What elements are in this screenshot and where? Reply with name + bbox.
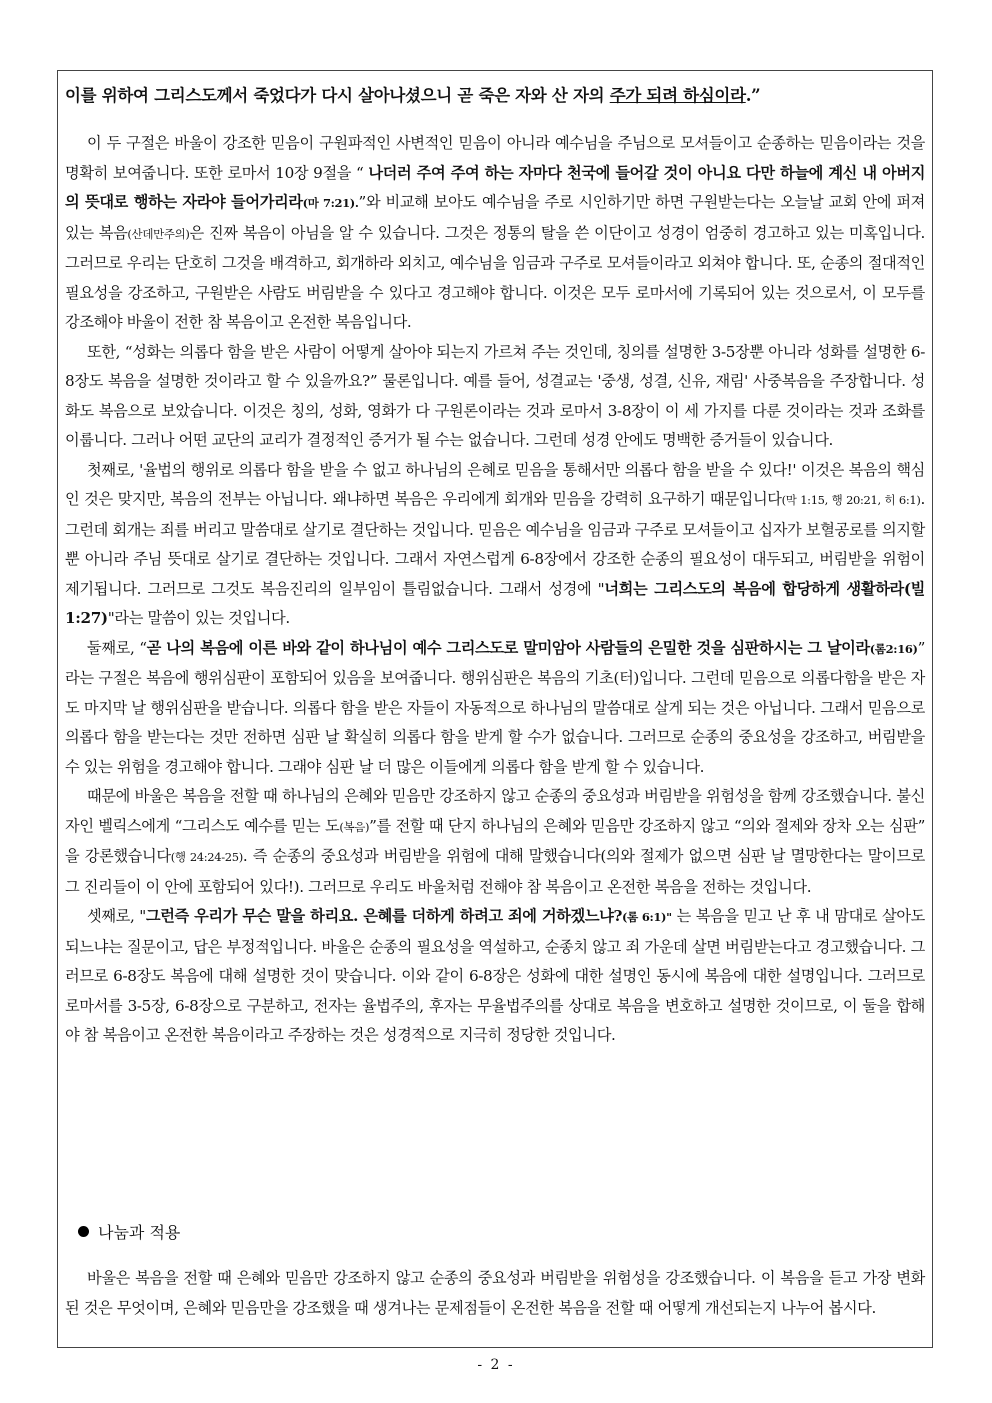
paragraph-5 [65, 782, 925, 902]
p1-text-a: 이 두 구절은 바울이 강조한 믿음이 구원파적인 사변적인 믿음이 아니라 예수님을 주님으로 모셔들이고 순종하는 믿음이라는 것을 명확히 보여줍니다. 또한 로마서 10장 9절을 “ [65, 134, 925, 182]
paragraph-4 [65, 634, 925, 783]
body-text [65, 129, 925, 1051]
p4-bold-quote: 곧 나의 복음에 이른 바와 같이 하나님이 예수 그리스도로 말미암아 사람들의 은밀한 것을 심판하시는 그 날이라 [146, 638, 870, 657]
quote-underlined: 주가 되려 하심이라 [609, 86, 746, 105]
paragraph-1 [65, 129, 925, 338]
paragraph-2: 또한, “성화는 의롭다 함을 받은 사람이 어떻게 살아야 되는지 가르쳐 주는 것인데, 칭의를 설명한 3-5장뿐 아니라 성화를 설명한 6-8장도 복음을 설명한 것이라고 할 수 있을까요?” 물론입니다. 예를 들어, 성결교는 '중생, 성결, 신유, 재림' 사중복음을 주장합니다. 성화도 복음으로 보았습니다. 이것은 칭의, 성화, 영화가 다 구원론이라는 것과 로마서 3-8장이 이 세 가지를 다룬 것이라는 것과 조화를 이룹니다. 그러나 어떤 교단의 교리가 결정적인 증거가 될 수는 없습니다. 그런데 성경 안에도 명백한 증거들이 있습니다. [65, 342, 925, 449]
p5-text-a: 때문에 바울은 복음을 전할 때 하나님의 은혜와 믿음만 강조하지 않고 순종의 중요성과 버림받을 위험성을 함께 강조했습니다. 불신자인 벨릭스에게 “그리스도 예수를 믿는 도 [65, 787, 925, 835]
quote-end: .” [745, 86, 761, 105]
p3-text-c: "라는 말씀이 있는 것입니다. [107, 609, 290, 627]
p1-small: (산데만주의) [127, 226, 190, 241]
p4-text-b: ” 라는 구절은 복음에 행위심판이 포함되어 있음을 보여줍니다. 행위심판은 복음의 기초(터)입니다. 그런데 믿음으로 의롭다함을 받은 자도 마지막 날 행위심판을 받습니다. 의롭다 함을 받은 자들이 자동적으로 하나님의 말씀대로 살게 되는 것은 아닙니다. 그래서 믿음으로 의롭다 함을 받는다는 것만 전하면 심판 날 확실히 의롭다 함을 받게 할 수가 없습니다. 그러므로 순종의 중요성을 강조하고, 버림받을 수 있는 위험을 경고해야 합니다. 그래야 심판 날 더 많은 이들에게 의롭다 함을 받게 할 수 있습니다. [65, 638, 926, 776]
quote-main: 이를 위하여 그리스도께서 죽었다가 다시 살아나셨으니 곧 죽은 자와 산 자의 [65, 86, 610, 105]
p1-text-b: ”와 비교해 보아도 예수님을 주로 시인하기만 하면 구원받는다는 오늘날 교회 안에 퍼져 있는 복음 [65, 193, 925, 242]
quote-continuation [65, 82, 925, 106]
p6-text-b: 는 복음을 믿고 난 후 내 맘대로 살아도 되느냐는 질문이고, 답은 부정적입니다. 바울은 순종의 필요성을 역설하고, 순종치 않고 죄 가운데 살면 버림받는다고 경고했습니다. 그러므로 6-8장도 복음에 대해 설명한 것이 맞습니다. 이와 같이 6-8장은 성화에 대한 설명인 동시에 복음에 대한 설명입니다. 그러므로 로마서를 3-5장, 6-8장으로 구분하고, 전자는 율법주의, 후자는 무율법주의를 상대로 복음을 변호하고 설명한 것이므로, 이 둘을 합해야 참 복음이고 온전한 복음이라고 주장하는 것은 성경적으로 지극히 정당한 것입니다. [65, 907, 926, 1044]
p6-text-a: 셋째로, " [87, 907, 146, 925]
p1-text-c: 은 진짜 복음이 아님을 알 수 있습니다. 그것은 정통의 탈을 쓴 이단이고 성경이 엄중히 경고하고 있는 미혹입니다. 그러므로 우리는 단호히 그것을 배격하고, 회개하라 외치고, 예수님을 임금과 구주로 모셔들이라고 외쳐야 합니다. 또, 순종의 절대적인 필요성을 강조하고, 구원받은 사람도 버림받을 수 있다고 경고해야 합니다. 이것은 모두 로마서에 기록되어 있는 것으로서, 이 모두를 강조해야 바울이 전한 참 복음이고 온전한 복음입니다. [65, 223, 925, 331]
p6-ref: (롬 6:1)" [622, 910, 672, 924]
p1-bold-quote: 나더러 주여 주여 하는 자마다 천국에 들어갈 것이 아니요 다만 하늘에 계신 내 아버지의 뜻대로 행하는 자라야 들어가리라 [65, 163, 926, 211]
section-heading [78, 1220, 180, 1243]
p5-small-2: (행 24:24-25) [170, 850, 243, 864]
application-text [65, 1264, 925, 1323]
p3-text-a: 첫째로, '율법의 행위로 의롭다 함을 받을 수 없고 하나님의 은혜로 믿음을 통해서만 의롭다 함을 받을 수 있다!' 이것은 복음의 핵심인 것은 맞지만, 복음의 전부는 아닙니다. 왜냐하면 복음은 우리에게 회개와 믿음을 강력히 요구하기 때문입니다 [65, 460, 925, 508]
application-paragraph: 바울은 복음을 전할 때 은혜와 믿음만 강조하지 않고 순종의 중요성과 버림받을 위험성을 강조했습니다. 이 복음을 듣고 가장 변화된 것은 무엇이며, 은혜와 믿음만을 강조했을 때 생겨나는 문제점들이 온전한 복음을 전할 때 어떻게 개선되는지 나누어 봅시다. [65, 1269, 925, 1317]
p5-text-b: ”를 전할 때 단지 하나님의 은혜와 믿음만 강조하지 않고 “의와 절제와 장차 오는 심판” 을 강론했습니다 [65, 816, 925, 865]
bullet-icon [78, 1226, 89, 1237]
p5-text-c: . 즉 순종의 중요성과 버림받을 위험에 대해 말했습니다(의와 절제가 없으면 심판 날 멸망한다는 말이므로 그 진리들이 이 안에 포함되어 있다!). 그러므로 우리도 바울처럼 전해야 참 복음이고 온전한 복음을 전하는 것입니다. [65, 847, 925, 896]
p3-small: (막 1:15, 행 20:21, 히 6:1) [781, 493, 921, 507]
p5-small-1: (복음) [339, 819, 370, 834]
page-number: - 2 - [477, 1357, 515, 1373]
p3-bold-quote: 너희는 그리스도의 복음에 합당하게 생활하라(빌 1:27) [65, 579, 925, 627]
p4-ref: (롬2:16) [869, 641, 918, 656]
p3-text-b: . 그런데 회개는 죄를 버리고 말씀대로 살기로 결단하는 것입니다. 믿음은 예수님을 임금과 구주로 모셔들이고 십자가 보혈공로를 의지할 뿐 아니라 주님 뜻대로 살기로 결단하는 것입니다. 그래서 자연스럽게 6-8장에서 강조한 순종의 필요성이 대두되고, 버림받을 위험이 제기됩니다. 그러므로 그것도 복음진리의 일부임이 틀림없습니다. 그래서 성경에 " [65, 490, 925, 598]
section-title: 나눔과 적용 [98, 1223, 181, 1242]
p4-text-a: 둘째로, “ [87, 638, 147, 657]
p1-ref: (마 7:21). [302, 196, 359, 210]
p6-bold-quote: 그런즉 우리가 무슨 말을 하리요. 은혜를 더하게 하려고 죄에 거하겠느냐? [145, 907, 623, 925]
paragraph-6 [65, 902, 925, 1051]
paragraph-3 [65, 456, 925, 634]
